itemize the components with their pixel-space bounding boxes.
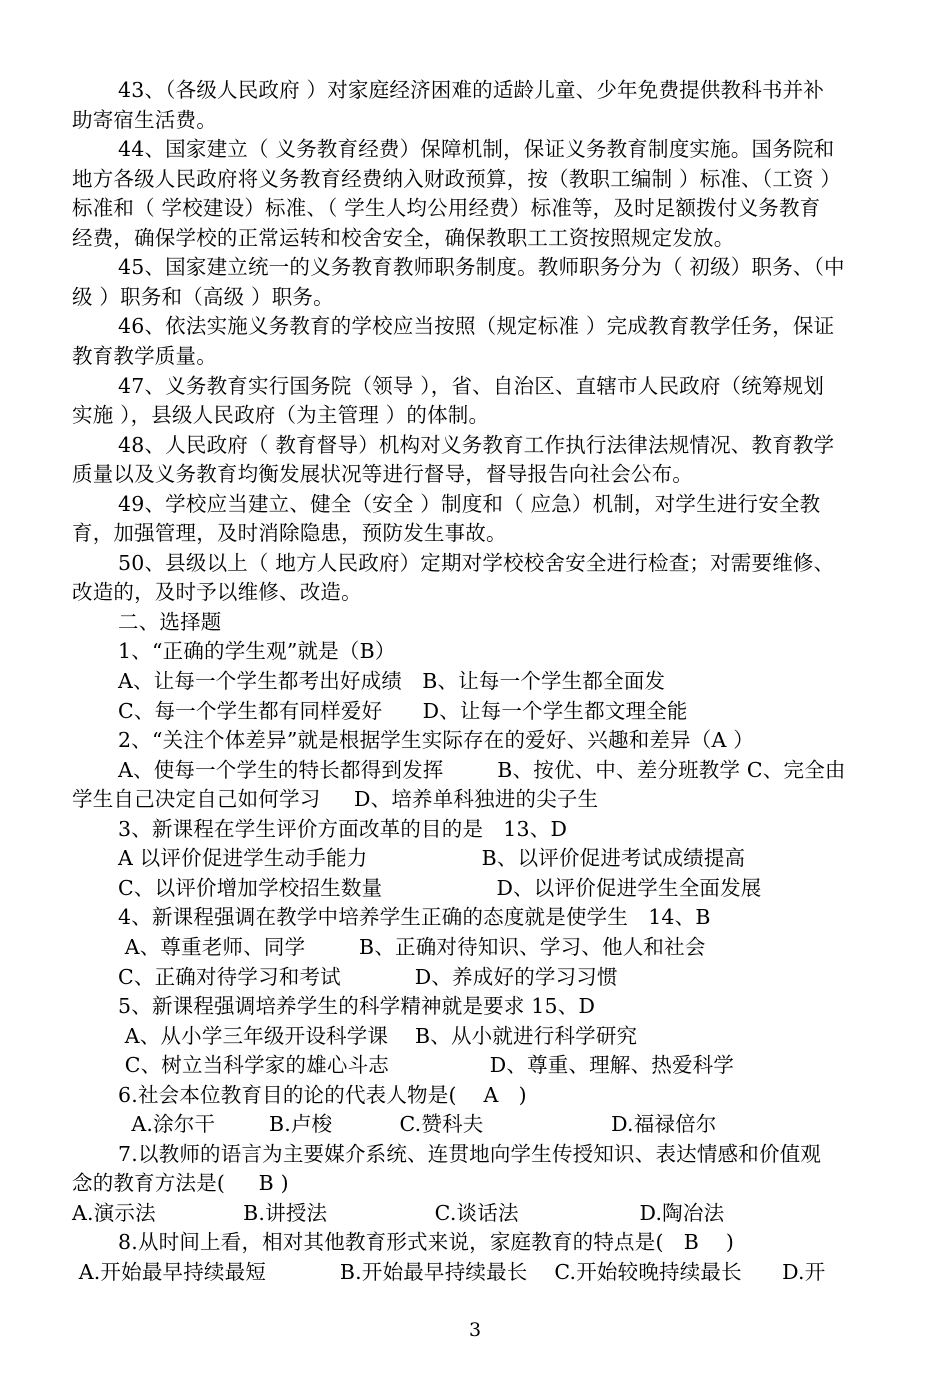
- text-line: 改造的，及时予以维修、改造。: [72, 580, 362, 605]
- page-number: 3: [468, 1319, 482, 1341]
- text-line: A.开始最早持续最短 B.开始最早持续最长 C.开始较晚持续最长 D.开: [72, 1260, 826, 1284]
- text-line: 教育教学质量。: [72, 343, 217, 368]
- text-line: 标准和（ 学校建设）标准、（ 学生人均公用经费）标准等，及时足额拨付义务教育: [72, 196, 821, 221]
- text-line: 质量以及义务教育均衡发展状况等进行督导，督导报告向社会公布。: [72, 462, 693, 487]
- text-line: 经费，确保学校的正常运转和校舍安全，确保教职工工资按照规定发放。: [72, 225, 735, 250]
- text-line: 5、新课程强调培养学生的科学精神就是要求 15、D: [118, 994, 596, 1019]
- text-line: 7.以教师的语言为主要媒介系统、连贯地向学生传授知识、表达情感和价值观: [118, 1141, 822, 1166]
- text-line: A、使每一个学生的特长都得到发挥 B、按优、中、差分班教学 C、完全由: [118, 757, 846, 782]
- text-line: 实施 ），县级人民政府（为主管理 ）的体制。: [72, 403, 490, 428]
- text-line: 2、“关注个体差异”就是根据学生实际存在的爱好、兴趣和差异（A ）: [118, 728, 754, 753]
- text-line: 二、选择题: [118, 609, 222, 634]
- text-line: C、每一个学生都有同样爱好 D、让每一个学生都文理全能: [118, 698, 688, 723]
- text-line: A、尊重老师、同学 B、正确对待知识、学习、他人和社会: [118, 934, 706, 959]
- text-line: 6.社会本位教育目的论的代表人物是( A ): [118, 1082, 527, 1107]
- text-line: A.演示法 B.讲授法 C.谈话法 D.陶冶法: [72, 1200, 725, 1225]
- text-line: C、以评价增加学校招生数量 D、以评价促进学生全面发展: [118, 875, 762, 900]
- text-line: C、树立当科学家的雄心斗志 D、尊重、理解、热爱科学: [118, 1053, 735, 1078]
- text-line: A、从小学三年级开设科学课 B、从小就进行科学研究: [118, 1023, 638, 1048]
- text-line: 学生自己决定自己如何学习 D、培养单科独进的尖子生: [72, 787, 599, 812]
- text-line: 4、新课程强调在教学中培养学生正确的态度就是使学生 14、B: [118, 905, 711, 930]
- text-line: 44、国家建立（ 义务教育经费）保障机制，保证义务教育制度实施。国务院和: [118, 137, 835, 162]
- text-line: 46、依法实施义务教育的学校应当按照（规定标准 ）完成教育教学任务，保证: [118, 314, 835, 339]
- text-line: 育，加强管理，及时消除隐患，预防发生事故。: [72, 521, 507, 546]
- text-line: 级 ）职务和（高级 ）职务。: [72, 284, 334, 309]
- text-line: 助寄宿生活费。: [72, 107, 217, 132]
- text-line: 地方各级人民政府将义务教育经费纳入财政预算，按（教职工编制 ）标准、（工资 ）: [72, 166, 842, 191]
- text-line: 43、（各级人民政府 ）对家庭经济困难的适龄儿童、少年免费提供教科书并补: [118, 78, 825, 102]
- text-line: A、让每一个学生都考出好成绩 B、让每一个学生都全面发: [118, 669, 666, 693]
- text-line: C、正确对待学习和考试 D、养成好的学习习惯: [118, 964, 618, 989]
- text-line: 3、新课程在学生评价方面改革的目的是 13、D: [118, 816, 568, 841]
- text-line: A.涂尔干 B.卢梭 C.赞科夫 D.福禄倍尔: [118, 1112, 717, 1137]
- text-line: 47、义务教育实行国务院（领导 ），省、自治区、直辖市人民政府（统筹规划: [118, 373, 825, 398]
- text-line: 49、学校应当建立、健全（安全 ）制度和（ 应急）机制，对学生进行安全教: [118, 491, 821, 516]
- text-line: 50、县级以上（ 地方人民政府）定期对学校校舍安全进行检查；对需要维修、: [118, 550, 835, 575]
- text-line: 8.从时间上看，相对其他教育形式来说，家庭教育的特点是( B ): [118, 1230, 735, 1255]
- text-line: 1、“正确的学生观”就是（B）: [118, 639, 396, 664]
- text-line: A 以评价促进学生动手能力 B、以评价促进考试成绩提高: [118, 846, 746, 871]
- text-line: 45、国家建立统一的义务教育教师职务制度。教师职务分为（ 初级）职务、（中: [118, 255, 845, 280]
- text-line: 48、人民政府（ 教育督导）机构对义务教育工作执行法律法规情况、教育教学: [118, 432, 835, 457]
- text-line: 念的教育方法是( B ): [72, 1171, 289, 1196]
